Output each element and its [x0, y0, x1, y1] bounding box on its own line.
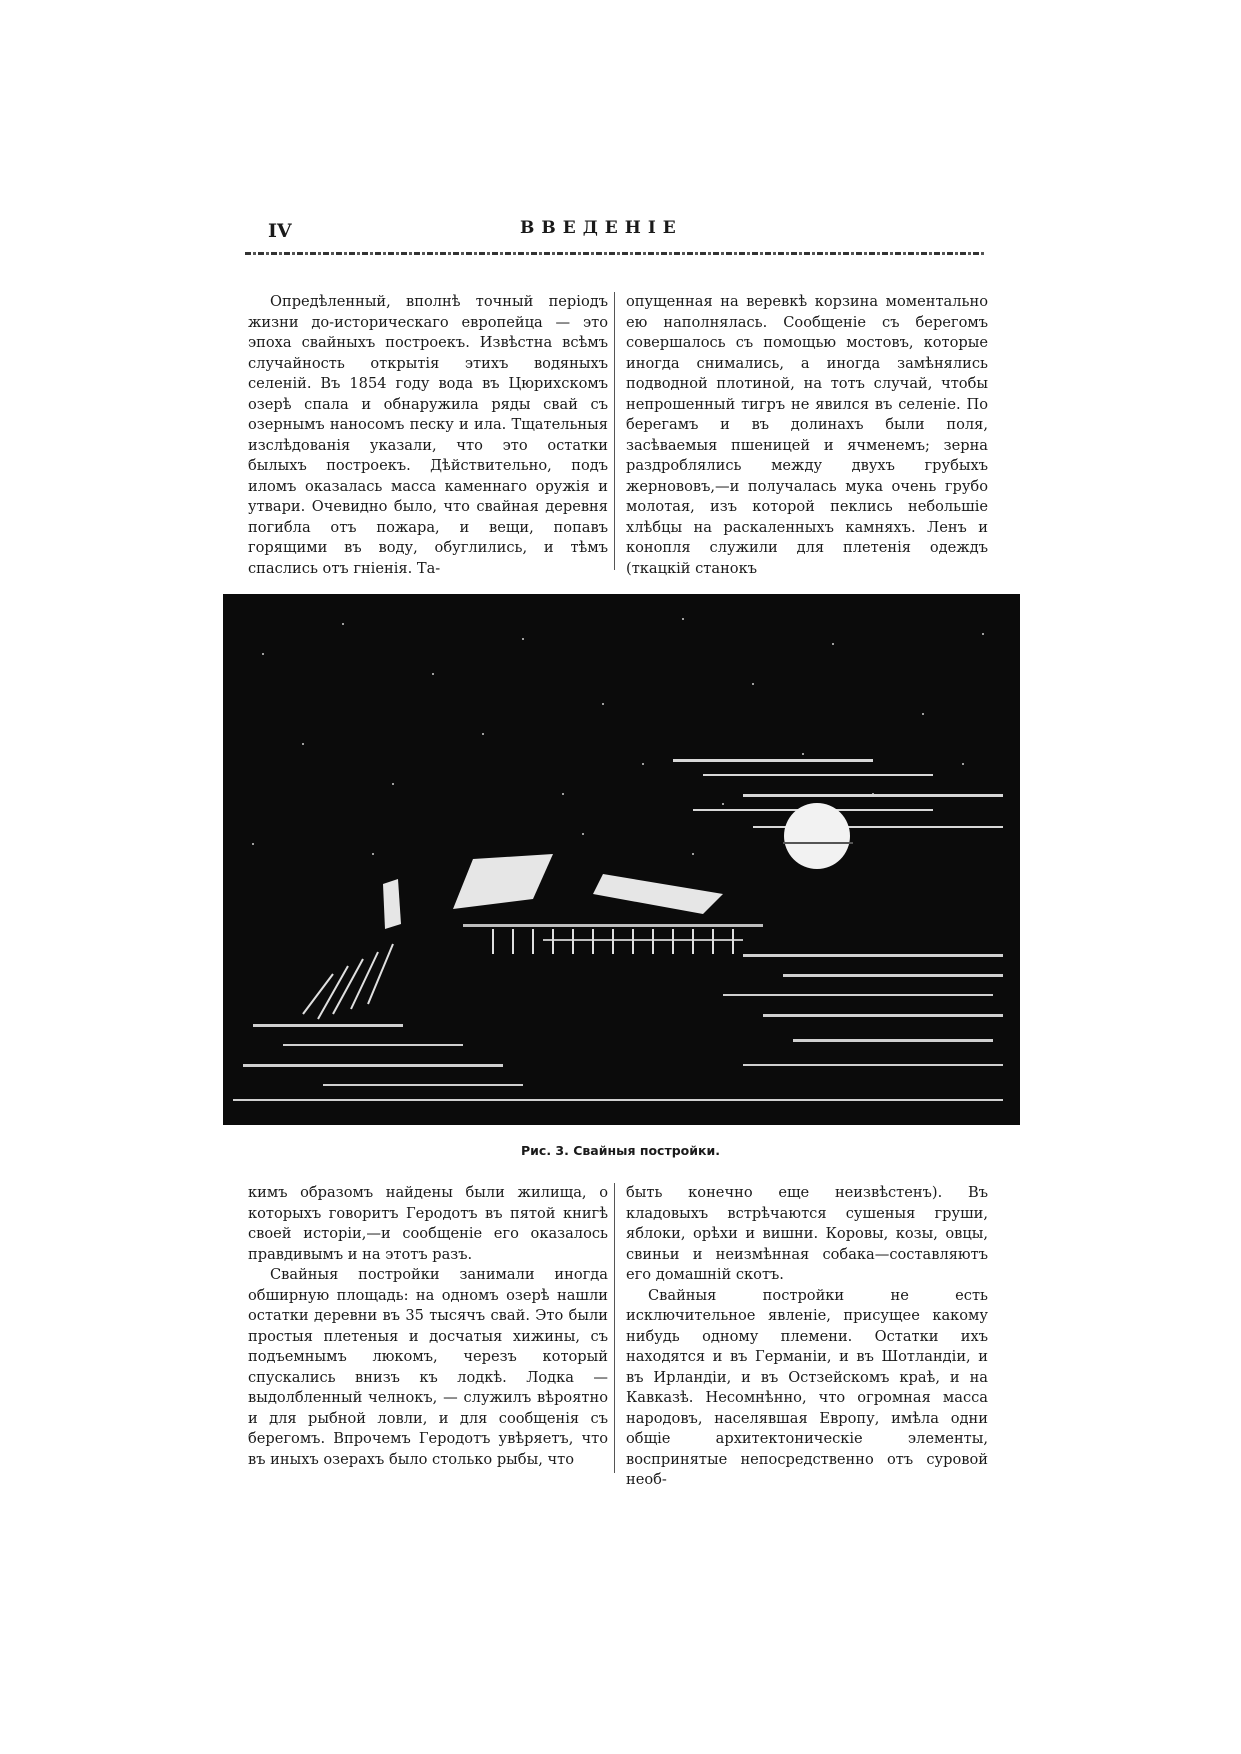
paragraph: опущенная на веревкѣ корзина моментально ею наполнялась. Сообщеніе съ берегомъ совершалось съ помощью мостовъ, которые иногда снимались, а иногда замѣнялись подводной плотиной, на тотъ случай, чтобы непрошенный тигръ не явился въ селеніе. По берегамъ и въ долинахъ были поля, засѣваемыя пшеницей и ячменемъ; зерна раздроблялись между двухъ грубыхъ жернововъ,—и получалась мука очень грубо молотая, изъ которой пеклись небольшіе хлѣбцы на раскаленныхъ камняхъ. Ленъ и конопля служили для плетенія одеждъ (ткацкій станокъ	[626, 293, 988, 577]
header-rule	[245, 252, 985, 255]
page-number: IV	[268, 220, 292, 242]
bottom-right-column	[626, 1183, 988, 1491]
paragraph: быть конечно еще неизвѣстенъ). Въ кладовыхъ встрѣчаются сушеныя груши, яблоки, орѣхи и вишни. Коровы, козы, овцы, свиньи и неизмѣнная собака—составляютъ его домашній скотъ.	[626, 1184, 988, 1283]
paragraph: Опредѣленный, вполнѣ точный періодъ жизни до-историческаго европейца — это эпоха свайныхъ построекъ. Извѣстна всѣмъ случайность открытія этихъ водяныхъ селеній. Въ 1854 году вода въ Цюрихскомъ озерѣ спала и обнаружила ряды свай съ озернымъ наносомъ песку и ила. Тщательныя изслѣдованія указали, что это остатки былыхъ построекъ. Дѣйствительно, подъ иломъ оказалась масса каменнаго оружія и утвари. Очевидно было, что свайная деревня погибла отъ пожара, и вещи, попавъ горящими въ воду, обуглились, и тѣмъ спаслись отъ гніенія. Та-	[248, 293, 608, 577]
top-right-column	[626, 292, 988, 579]
pile-dwellings-illustration	[223, 594, 1020, 1125]
figure-caption: Рис. 3. Свайныя постройки.	[521, 1143, 720, 1158]
column-divider	[614, 1183, 615, 1473]
paragraph: Свайныя постройки занимали иногда обширную площадь: на одномъ озерѣ нашли остатки деревни въ 35 тысячъ свай. Это были простыя плетеныя и досчатыя хижины, съ подъемнымъ люкомъ, черезъ который спускались внизъ къ лодкѣ. Лодка — выдолбленный челнокъ, — служилъ вѣроятно и для рыбной ловли, и для сообщенія съ берегомъ. Впрочемъ Геродотъ увѣряетъ, что въ иныхъ озерахъ было столько рыбы, что	[248, 1266, 608, 1468]
top-left-column	[248, 292, 608, 579]
paragraph: Свайныя постройки не есть исключительное явленіе, присущее какому нибудь одному племени. Остатки ихъ находятся и въ Германіи, и въ Шотландіи, и въ Ирландіи, и въ Остзейскомъ краѣ, и на Кавказѣ. Несомнѣнно, что огромная масса народовъ, населявшая Европу, имѣла одни общіе архитектоническіе элементы, воспринятые непосредственно отъ суровой необ-	[626, 1286, 988, 1488]
column-divider	[614, 292, 615, 570]
bottom-left-column	[248, 1183, 608, 1470]
paragraph: кимъ образомъ найдены были жилища, о которыхъ говоритъ Геродотъ въ пятой книгѣ своей исторіи,—и сообщеніе его оказалось правдивымъ и на этотъ разъ.	[248, 1184, 608, 1263]
running-header: ВВЕДЕНІЕ	[520, 218, 683, 238]
